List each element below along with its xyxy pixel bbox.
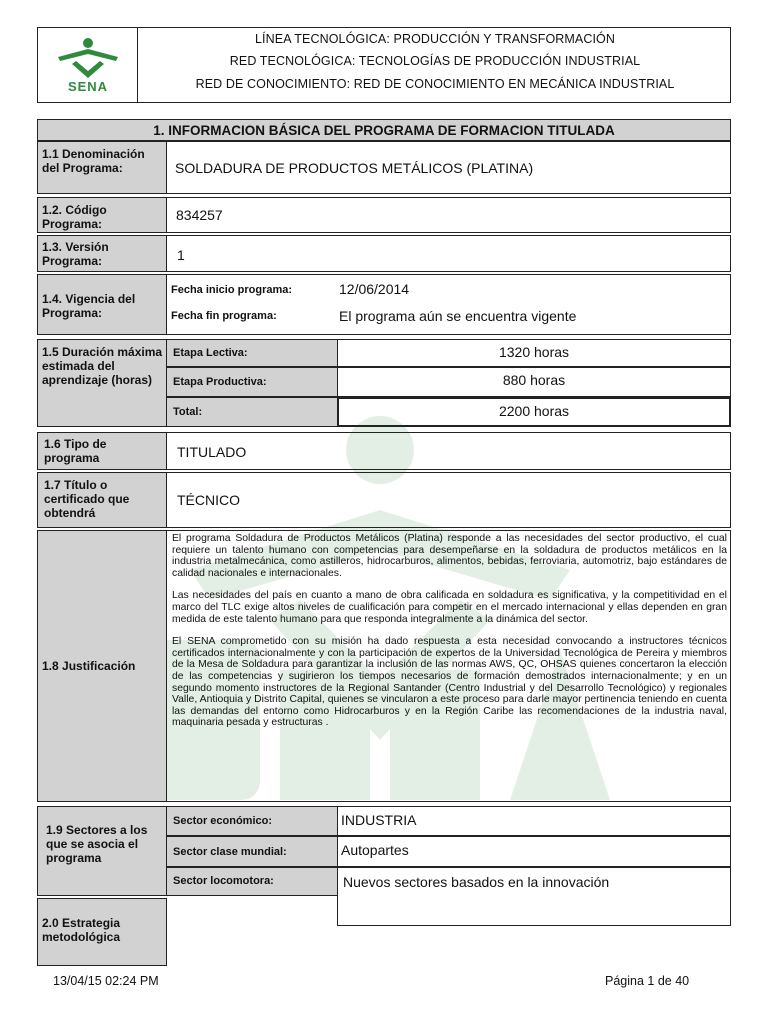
locomotora-value: Nuevos sectores basados en la innovación — [343, 874, 610, 890]
titulo-value: TÉCNICO — [177, 492, 240, 508]
estrategia-label: 2.0 Estrategia metodológica — [42, 916, 121, 944]
label-denominacion — [37, 141, 167, 194]
mundial-value-cell — [337, 836, 731, 867]
label-duracion — [37, 339, 167, 427]
sena-logo-icon — [48, 37, 128, 93]
total-label: Total: — [173, 406, 203, 418]
denominacion-value: SOLDADURA DE PRODUCTOS METÁLICOS (PLATINA) — [175, 160, 534, 176]
justificacion-paragraph: El SENA comprometido con su misión ha dado respuesta a esta necesidad convocando a instructores técnicos certificados internacionalmente y con la participación de expertos de la Universidad Tecnológica de Pereira y miembros de la Mesa de Soldadura para garantizar la inclusión de las normas AWS, QC, OHSAS quienes concertaron la elección de las competencias y sugirieron los tiempos necesarios de formación demostrados internacionalmente; y en un segundo momento instructores de la Regional Santander (Centro Industrial y del Desarrollo Tecnológico) y regionales Valle, Antioquia y Distrito Capital, quienes se vincularon a este proceso para darle mayor pertinencia teniendo en cuenta las demandas del entorno como Hidrocarburos y en la Región Caribe las recomendaciones de la industria naval, maquinaria pesada y estructuras . — [172, 636, 727, 729]
vigencia-fin-label: Fecha fin programa: — [171, 310, 277, 322]
lectiva-label: Etapa Lectiva: — [173, 347, 248, 359]
denominacion-label: 1.1 Denominación del Programa: — [42, 147, 145, 175]
total-label-cell — [166, 397, 338, 427]
vigencia-label: 1.4. Vigencia del Programa: — [42, 292, 136, 320]
footer-page-number: Página 1 de 40 — [605, 974, 690, 988]
version-value: 1 — [177, 247, 185, 263]
mundial-value: Autopartes — [341, 842, 409, 858]
value-denominacion — [166, 141, 731, 194]
logo-cell — [38, 28, 138, 102]
footer-timestamp: 13/04/15 02:24 PM — [53, 974, 159, 988]
value-tipo — [166, 432, 731, 470]
economico-label: Sector económico: — [173, 815, 273, 827]
vigencia-fin-value: El programa aún se encuentra vigente — [339, 308, 577, 324]
section-title-bar — [37, 119, 731, 141]
tipo-value: TITULADO — [177, 444, 247, 460]
vigencia-inicio-value: 12/06/2014 — [339, 281, 410, 297]
productiva-label-cell — [166, 367, 338, 397]
total-value: 2200 horas — [498, 403, 570, 419]
header-line1: LÍNEA TECNOLÓGICA: PRODUCCIÓN Y TRANSFORMACIÓN — [255, 32, 615, 46]
locomotora-value-cell — [337, 867, 731, 926]
vigencia-inicio-label: Fecha inicio programa: — [171, 284, 293, 296]
label-version — [37, 235, 167, 272]
value-titulo — [166, 472, 731, 528]
mundial-label: Sector clase mundial: — [173, 846, 287, 858]
productiva-label: Etapa Productiva: — [173, 376, 267, 388]
economico-value: INDUSTRIA — [341, 812, 417, 828]
locomotora-label-cell — [166, 867, 338, 896]
sectores-label: 1.9 Sectores a los que se asocia el programa — [46, 823, 148, 865]
header-box — [37, 27, 731, 103]
label-codigo — [37, 197, 167, 233]
duracion-label: 1.5 Duración máxima estimada del aprendizaje (horas) — [42, 345, 163, 387]
economico-label-cell — [166, 806, 338, 836]
header-line3: RED DE CONOCIMIENTO: RED DE CONOCIMIENTO EN MECÁNICA INDUSTRIAL — [195, 77, 675, 91]
value-justificacion — [166, 530, 731, 802]
tipo-label: 1.6 Tipo de programa — [44, 437, 107, 465]
locomotora-label: Sector locomotora: — [173, 875, 274, 887]
codigo-label: 1.2. Código Programa: — [42, 203, 107, 231]
version-label: 1.3. Versión Programa: — [42, 240, 109, 268]
lectiva-label-cell — [166, 339, 338, 367]
value-version — [166, 235, 731, 272]
header-line2: RED TECNOLÓGICA: TECNOLOGÍAS DE PRODUCCIÓN INDUSTRIAL — [229, 54, 641, 68]
label-estrategia — [37, 898, 167, 966]
lectiva-value: 1320 horas — [498, 344, 570, 360]
label-justificacion — [37, 530, 167, 802]
value-vigencia — [166, 274, 731, 335]
titulo-label: 1.7 Título o certificado que obtendrá — [44, 478, 130, 520]
economico-value-cell — [337, 806, 731, 836]
label-titulo — [37, 472, 167, 528]
value-codigo — [166, 197, 731, 233]
lectiva-value-cell — [337, 339, 731, 367]
section-title: 1. INFORMACION BÁSICA DEL PROGRAMA DE FORMACION TITULADA — [153, 123, 615, 138]
productiva-value: 880 horas — [502, 372, 566, 388]
justificacion-paragraph: El programa Soldadura de Productos Metálicos (Platina) responde a las necesidades del sector productivo, el cual requiere un talento humano con competencias para desempeñarse en la soldadura de productos metálicos en la industria metalmecánica, como astilleros, hidrocarburos, alimentos, bebidas, ferroviaria, automotriz, bajo estándares de calidad nacionales e internacionales. — [172, 533, 727, 579]
productiva-value-cell — [337, 367, 731, 397]
mundial-label-cell — [166, 836, 338, 867]
label-vigencia — [37, 274, 167, 335]
label-sectores — [37, 806, 167, 896]
justificacion-paragraph: Las necesidades del país en cuanto a mano de obra calificada en soldadura es significativa, y la competitividad en el marco del TLC exige altos niveles de cualificación para competir en el mercado internacional y ellas dependen en gran medida de este talento humano para que responda integralmente a la dinámica del sector. — [172, 590, 727, 625]
justificacion-label: 1.8 Justificación — [42, 659, 136, 673]
label-tipo — [37, 432, 167, 470]
codigo-value: 834257 — [176, 207, 223, 223]
logo-text: SENA — [67, 79, 109, 93]
total-value-cell — [337, 397, 731, 427]
